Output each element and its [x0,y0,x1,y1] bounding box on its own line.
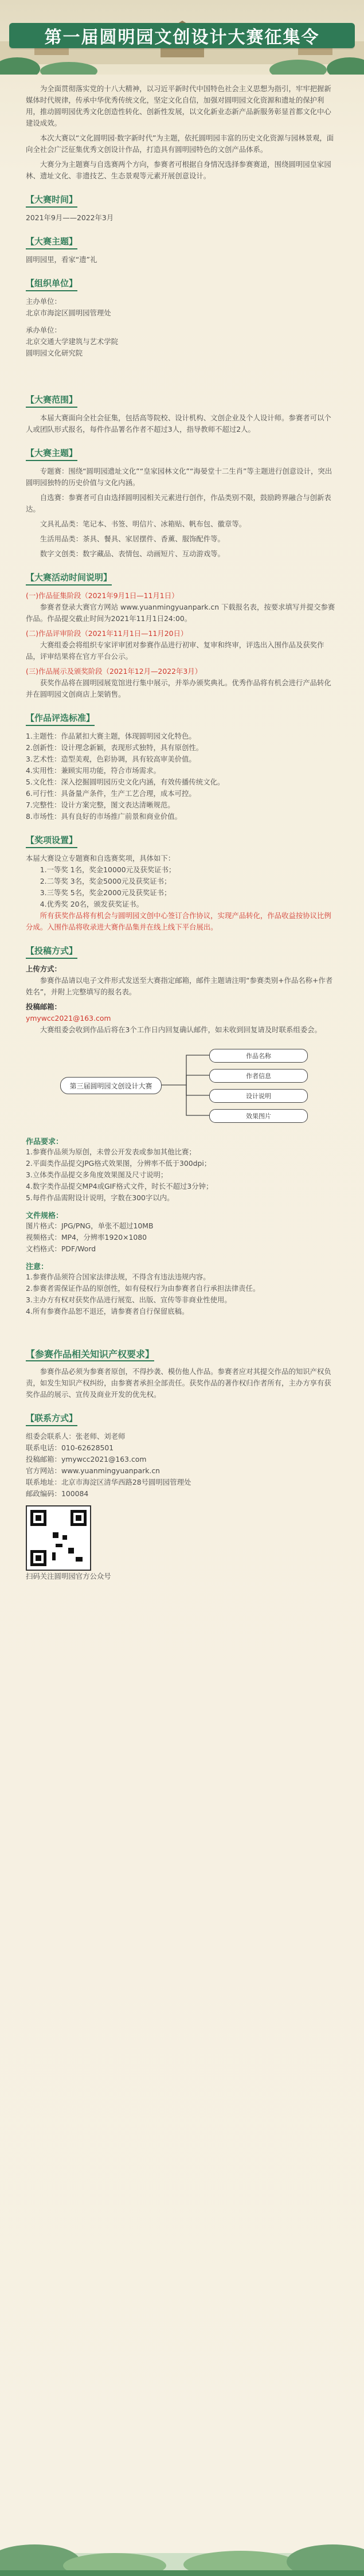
upload-subtitle: 上传方式： [26,965,61,973]
criteria-item: 2.创新性：设计理念新颖，表现形式独特，具有原创性。 [26,743,203,752]
organizer-section [26,277,338,359]
requirement-item: 5.每件作品需附设计说明，字数在300字以内。 [26,1193,174,1202]
criteria-item: 6.可行性：具备量产条件，生产工艺合理，成本可控。 [26,789,196,798]
diagram-node: 效果图片 [209,1109,308,1123]
section-title: 【大赛主题】 [26,235,77,249]
contact-line: 组委会联系人：张老师、刘老师 [26,1432,126,1441]
requirement-item: 1.参赛作品须为原创，未曾公开发表或参加其他比赛； [26,1148,196,1156]
requirement-item: 3.立体类作品提交多角度效果图及尺寸说明； [26,1170,168,1179]
contact-line: 联系电话：010-62628501 [26,1443,114,1452]
file-naming-diagram [26,1044,338,1130]
criteria-item: 1.主题性：作品紧扣大赛主题，体现圆明园文化特色。 [26,732,196,740]
theme-topic-section [26,235,338,266]
spec-item: 文档格式：PDF/Word [26,1244,96,1253]
ip-text: 参赛作品必须为参赛者原创，不得抄袭、模仿他人作品。参赛者应对其提交作品的知识产权负责，如发生知识产权纠纷，由参赛者承担全部责任。获奖作品的著作权归作者所有，主办方享有获奖作品的展示、宣传及商业开发的优先权。 [26,1367,331,1399]
submission-section [26,944,338,1317]
intro-paragraph: 大赛分为主题赛与自选赛两个方向，参赛者可根据自身情况选择参赛赛道，围绕圆明园皇家园林、遗址文化、非遗技艺、生态景观等元素开展创意设计。 [26,160,331,180]
header [0,0,364,75]
section-title: 【大赛时间】 [26,193,77,208]
co-organizer: 北京交通大学建筑与艺术学院 [26,337,119,346]
diagram-node: 作品名称 [209,1049,308,1063]
section-title: 【大赛范围】 [26,393,77,408]
requirement-item: 4.数字类作品提交MP4或GIF格式文件，时长不超过3分钟； [26,1182,213,1191]
intro-paragraph: 本次大赛以“文化圆明园·数字新时代”为主题，依托圆明园丰富的历史文化资源与园林景观，面向全社会广泛征集优秀文创设计作品，打造具有圆明园特色的文创产品体系。 [26,134,334,154]
note-item: 4.所有参赛作品恕不退还，请参赛者自行保留底稿。 [26,1307,189,1316]
contact-section [26,1412,338,1582]
submission-text: 大赛组委会收到作品后将在3个工作日内回复确认邮件，如未收到回复请及时联系组委会。 [40,1025,322,1034]
contact-line: 邮政编码：100084 [26,1489,89,1498]
qr-code-icon[interactable] [26,1505,91,1571]
criteria-section [26,712,338,822]
time-value: 2021年9月——2022年3月 [26,213,114,222]
theme-value: 圆明园里，看家“遗”礼 [26,255,97,264]
award-item: 4.优秀奖 20名，颁发获奖证书。 [40,900,144,908]
spec-title: 文件规格： [26,1212,64,1220]
phase-title: (一)作品征集阶段（2021年9月1日—11月1日） [26,591,179,600]
section-title: 【奖项设置】 [26,834,77,848]
criteria-item: 3.艺术性：造型美观，色彩协调，具有较高审美价值。 [26,755,196,763]
criteria-item: 5.文化性：深入挖掘圆明园历史文化内涵，有效传播传统文化。 [26,778,225,786]
award-item: 2.二等奖 3名，奖金5000元及获奖证书； [40,877,171,885]
award-item: 3.三等奖 5名，奖金2000元及获奖证书； [40,888,171,897]
notes-title: 注意： [26,1263,49,1271]
note-item: 1.参赛作品须符合国家法律法规，不得含有违法违规内容。 [26,1273,210,1281]
scope-section [26,393,338,435]
section-title: 【作品评选标准】 [26,712,95,726]
requirements-title: 作品要求： [26,1138,64,1146]
diagram-node: 设计说明 [209,1089,308,1103]
theme-item: 数字文创类：数字藏品、表情包、动画短片、互动游戏等。 [40,549,225,558]
scope-text: 本届大赛面向全社会征集，包括高等院校、设计机构、文创企业及个人设计师。参赛者可以个人或团队形式报名，每件作品署名作者不超过3人，指导教师不超过2人。 [26,413,331,434]
theme-item: 专题赛：围绕“圆明园遗址文化”“皇家园林文化”“海晏堂十二生肖”等主题进行创意设计，突出圆明园独特的历史价值与文化内涵。 [26,467,332,487]
host-label: 主办单位： [26,297,61,306]
phase-title: (三)作品展示及颁奖阶段（2021年12月—2022年3月） [26,667,202,676]
spec-item: 图片格式：JPG/PNG，单张不超过10MB [26,1221,154,1230]
contact-line[interactable]: 官方网站：www.yuanmingyuanpark.cn [26,1466,160,1475]
criteria-item: 4.实用性：兼顾实用功能，符合市场需求。 [26,766,161,775]
note-item: 3.主办方有权对获奖作品进行展览、出版、宣传等非商业性使用。 [26,1295,232,1304]
spec-item: 视频格式：MP4，分辨率1920×1080 [26,1233,147,1242]
section-title: 【组织单位】 [26,277,77,291]
section-title: 【大赛活动时间说明】 [26,571,112,586]
section-title: 【参赛作品相关知识产权要求】 [26,1347,154,1361]
time-section [26,193,338,224]
intro-paragraph: 为全面贯彻落实党的十八大精神，以习近平新时代中国特色社会主义思想为指引，牢牢把握新媒体时代规律，传承中华优秀传统文化，坚定文化自信，加强对圆明园文化资源和遗址的保护利用，推动圆明园优秀文化创造性转化、创新性发展，以文化新业态新产品新服务彰显首都文化中心建设成效。 [26,84,331,127]
section-title: 【联系方式】 [26,1412,77,1426]
intro-section [26,83,338,182]
upload-text: 参赛作品请以电子文件形式发送至大赛指定邮箱，邮件主题请注明“参赛类别+作品名称+作者姓名”，并附上完整填写的报名表。 [26,976,333,996]
ip-section [26,1340,338,1400]
awards-intro: 本届大赛设立专题赛和自选赛奖项，具体如下： [26,854,175,862]
co-label: 承办单位： [26,326,61,334]
diagram-root-node: 第三届圆明园文创设计大赛 [60,1077,162,1094]
note-item: 2.参赛者需保证作品的原创性，如有侵权行为由参赛者自行承担法律责任。 [26,1284,260,1293]
requirement-item: 2.平面类作品提交JPG格式效果图，分辨率不低于300dpi； [26,1159,212,1168]
section-title: 【投稿方式】 [26,944,77,959]
host-name: 北京市海淀区圆明园管理处 [26,309,111,317]
phase-text: 参赛者登录大赛官方网站 www.yuanmingyuanpark.cn 下载报名表，按要求填写并提交参赛作品。作品提交截止时间为2021年11月1日24:00。 [26,603,335,623]
phase-text: 大赛组委会将组织专家评审团对参赛作品进行初审、复审和终审，评选出入围作品及获奖作品，评审结果将在官方平台公示。 [26,641,324,661]
section-title: 【大赛主题】 [26,447,77,461]
page-title: 第一届圆明园文创设计大赛征集令 [44,28,320,48]
main-content [26,72,338,1582]
contact-line[interactable]: 投稿邮箱：ymywcc2021@163.com [26,1455,147,1463]
theme-item: 生活用品类：茶具、餐具、家居摆件、香薰、服饰配件等。 [40,534,225,543]
theme-item: 文具礼品类：笔记本、书签、明信片、冰箱贴、帆布包、徽章等。 [40,520,246,528]
qr-label: 扫码关注圆明园官方公众号 [26,1572,111,1580]
phase-title: (二)作品评审阶段（2021年11月1日—11月20日） [26,629,188,638]
email-subtitle: 投稿邮箱： [26,1002,61,1011]
phase-text: 获奖作品将在圆明园展览馆进行集中展示，并举办颁奖典礼。优秀作品将有机会进行产品转化并在圆明园文创商店上架销售。 [26,678,331,698]
criteria-item: 7.完整性：设计方案完整，图文表达清晰规范。 [26,801,175,809]
submission-email[interactable]: ymywcc2021@163.com [26,1014,111,1022]
schedule-section [26,571,338,700]
footer-landscape [0,2530,364,2576]
title-banner [9,23,355,48]
contact-line: 联系地址：北京市海淀区清华西路28号圆明园管理处 [26,1478,191,1486]
diagram-node: 作者信息 [209,1069,308,1083]
awards-section [26,834,338,933]
tree-decoration [0,52,364,75]
theme-item: 自选赛：参赛者可自由选择圆明园相关元素进行创作，作品类别不限，鼓励跨界融合与创新表达。 [26,493,331,513]
award-item: 1.一等奖 1名，奖金10000元及获奖证书； [40,865,176,874]
theme-section [26,447,338,560]
awards-note: 所有获奖作品将有机会与圆明园文创中心签订合作协议，实现产品转化，作品收益按协议比例分成。入围作品将收录进大赛作品集并在线上线下平台展出。 [26,911,331,931]
co-organizer: 圆明园文化研究院 [26,349,83,357]
criteria-item: 8.市场性：具有良好的市场推广前景和商业价值。 [26,812,182,821]
